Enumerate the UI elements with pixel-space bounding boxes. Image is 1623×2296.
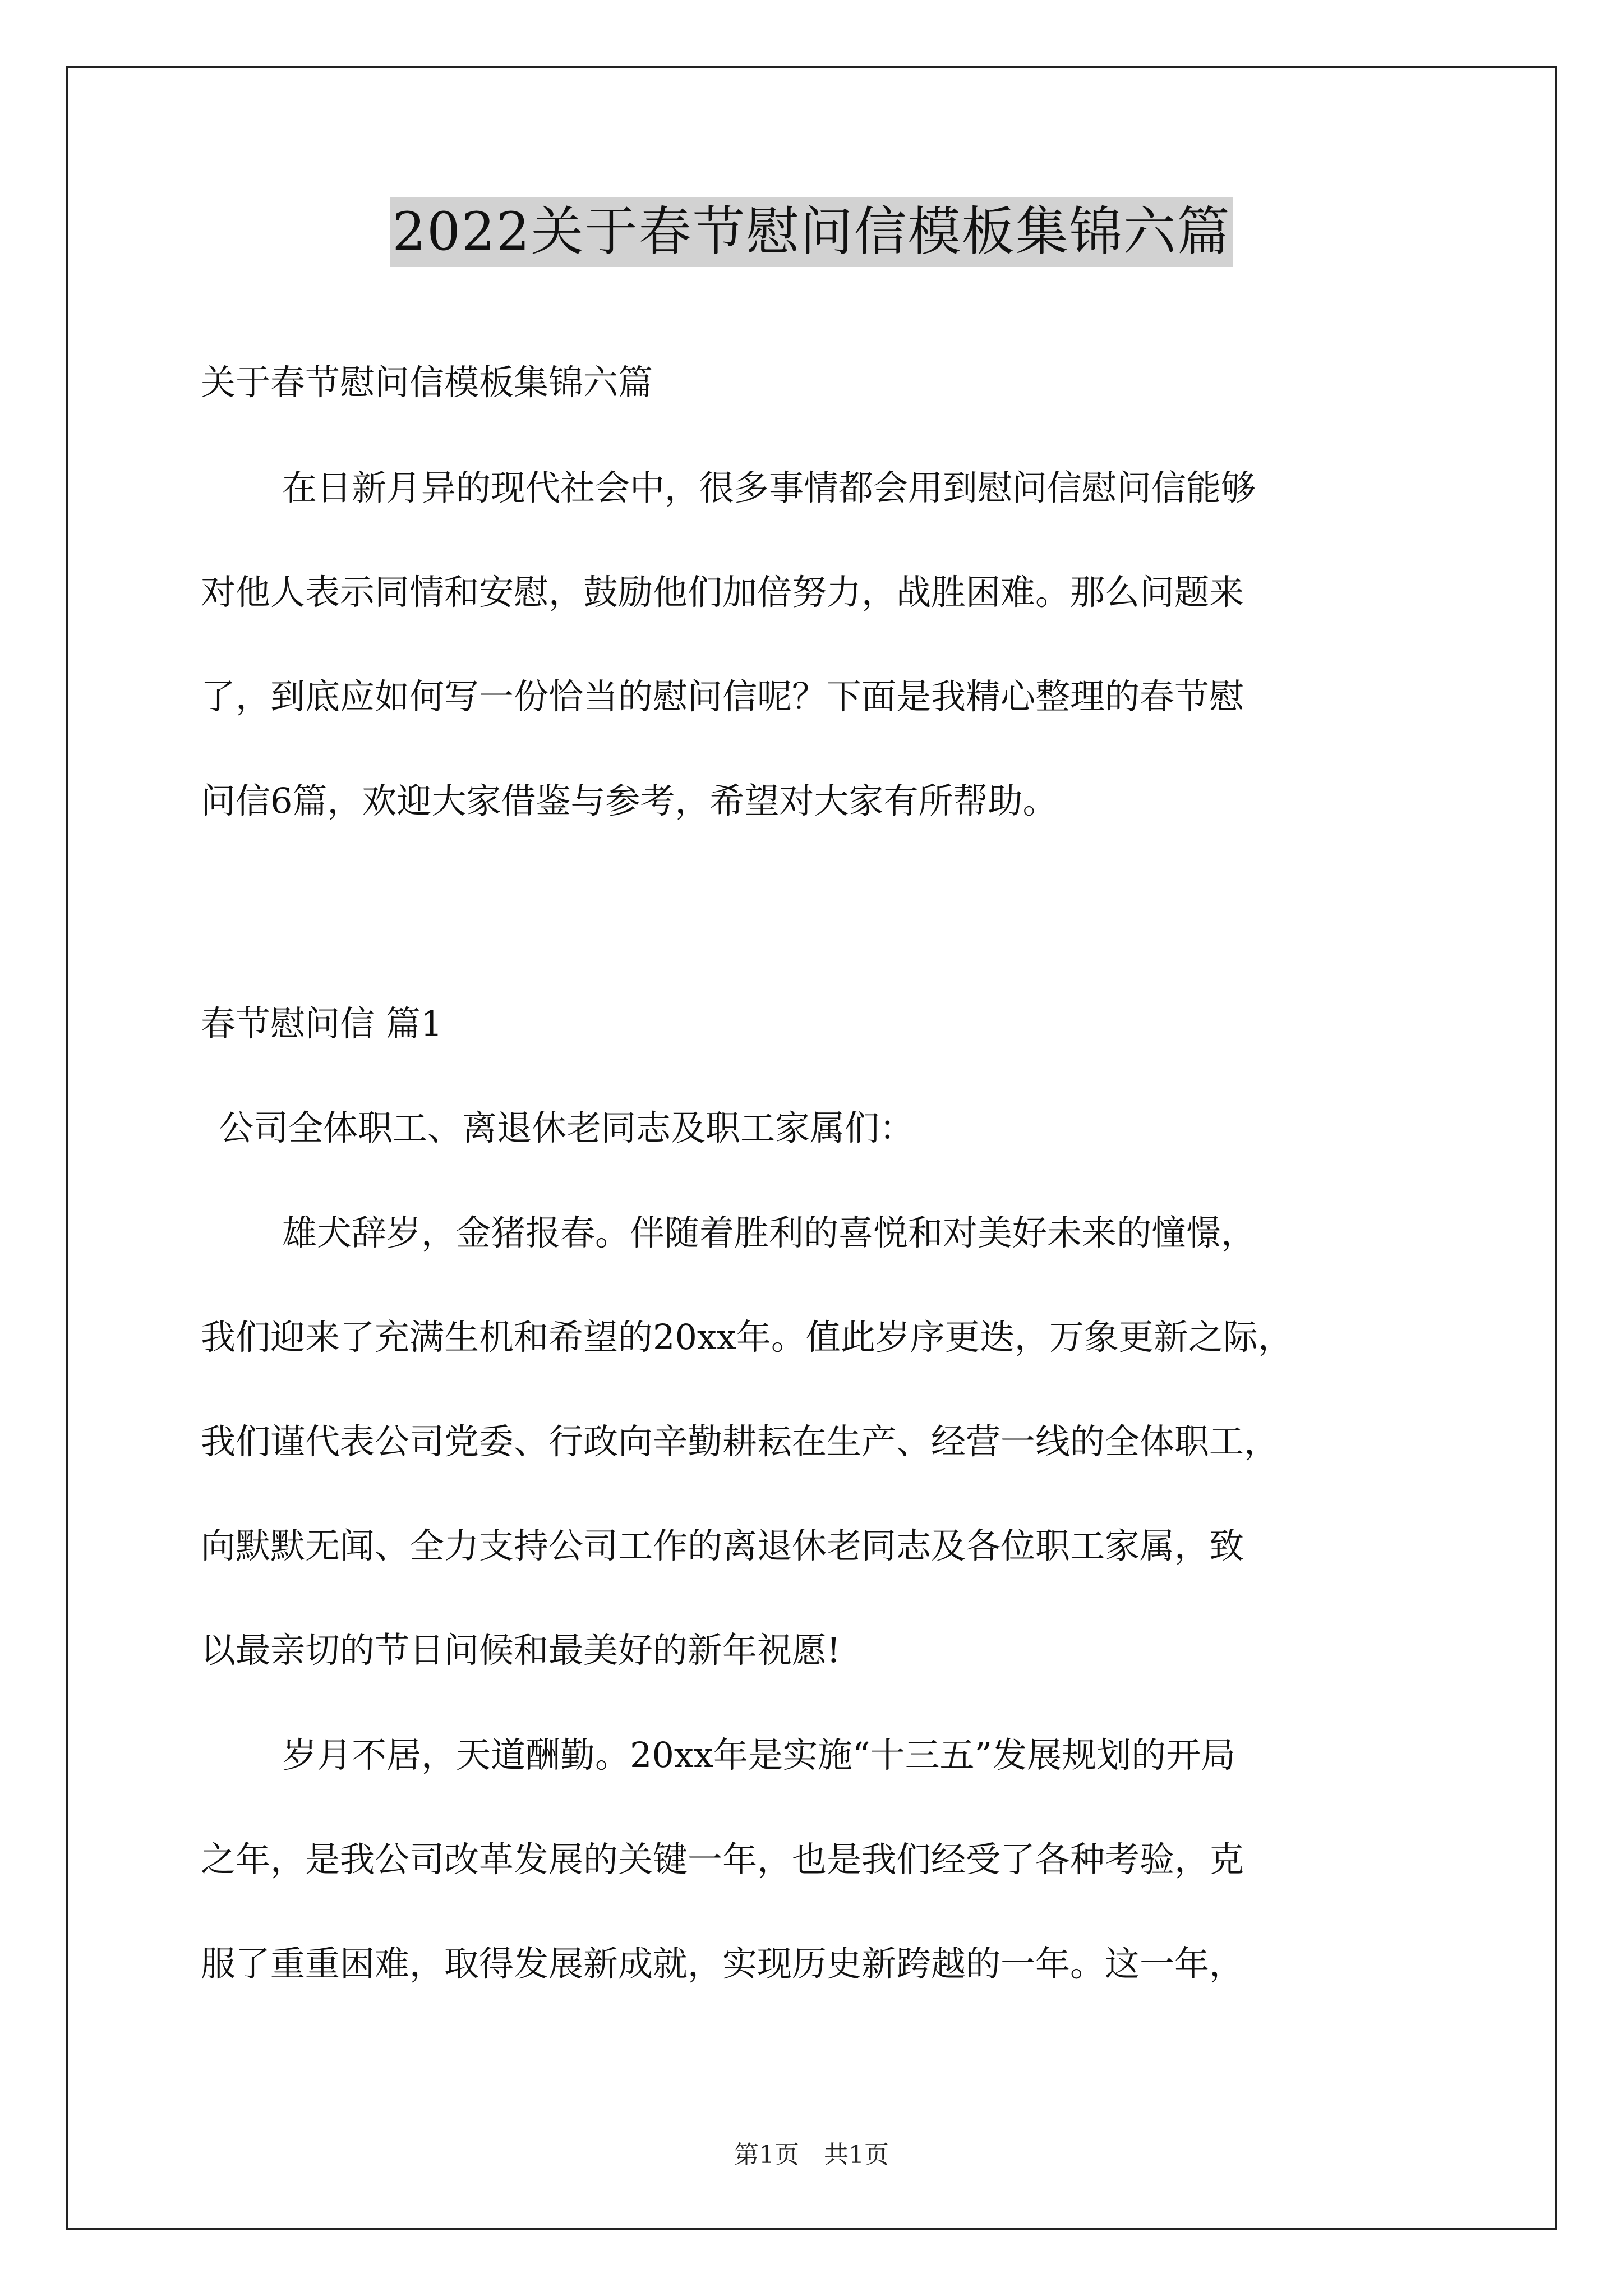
section-heading: 春节慰问信 篇1: [201, 1003, 443, 1044]
paragraph-line: 岁月不居，天道酬勤。20xx年是实施“十三五”发展规划的开局: [282, 1734, 1236, 1775]
document-title: 2022关于春节慰问信模板集锦六篇: [390, 197, 1233, 267]
paragraph-line: 我们迎来了充满生机和希望的20xx年。值此岁序更迭，万象更新之际，: [201, 1317, 1293, 1358]
intro-line: 了，到底应如何写一份恰当的慰问信呢？下面是我精心整理的春节慰: [201, 676, 1244, 717]
paragraph-line: 服了重重困难，取得发展新成就，实现历史新跨越的一年。这一年，: [201, 1943, 1244, 1984]
intro-line: 在日新月异的现代社会中，很多事情都会用到慰问信慰问信能够: [282, 467, 1256, 508]
document-subtitle: 关于春节慰问信模板集锦六篇: [201, 362, 653, 403]
page-number-footer: 第1页 共1页: [734, 2141, 889, 2169]
paragraph-line: 之年，是我公司改革发展的关键一年，也是我们经受了各种考验，克: [201, 1839, 1244, 1880]
paragraph-line: 我们谨代表公司党委、行政向辛勤耕耘在生产、经营一线的全体职工，: [201, 1421, 1279, 1462]
intro-line: 对他人表示同情和安慰，鼓励他们加倍努力，战胜困难。那么问题来: [201, 572, 1244, 613]
paragraph-line: 以最亲切的节日问候和最美好的新年祝愿!: [201, 1630, 841, 1671]
paragraph-line: 雄犬辞岁，金猪报春。伴随着胜利的喜悦和对美好未来的憧憬，: [282, 1212, 1256, 1253]
intro-line: 问信6篇，欢迎大家借鉴与参考，希望对大家有所帮助。: [201, 780, 1058, 821]
salutation: 公司全体职工、离退休老同志及职工家属们：: [219, 1107, 915, 1148]
paragraph-line: 向默默无闻、全力支持公司工作的离退休老同志及各位职工家属，致: [201, 1525, 1244, 1566]
title-wrap: [0, 197, 1623, 267]
